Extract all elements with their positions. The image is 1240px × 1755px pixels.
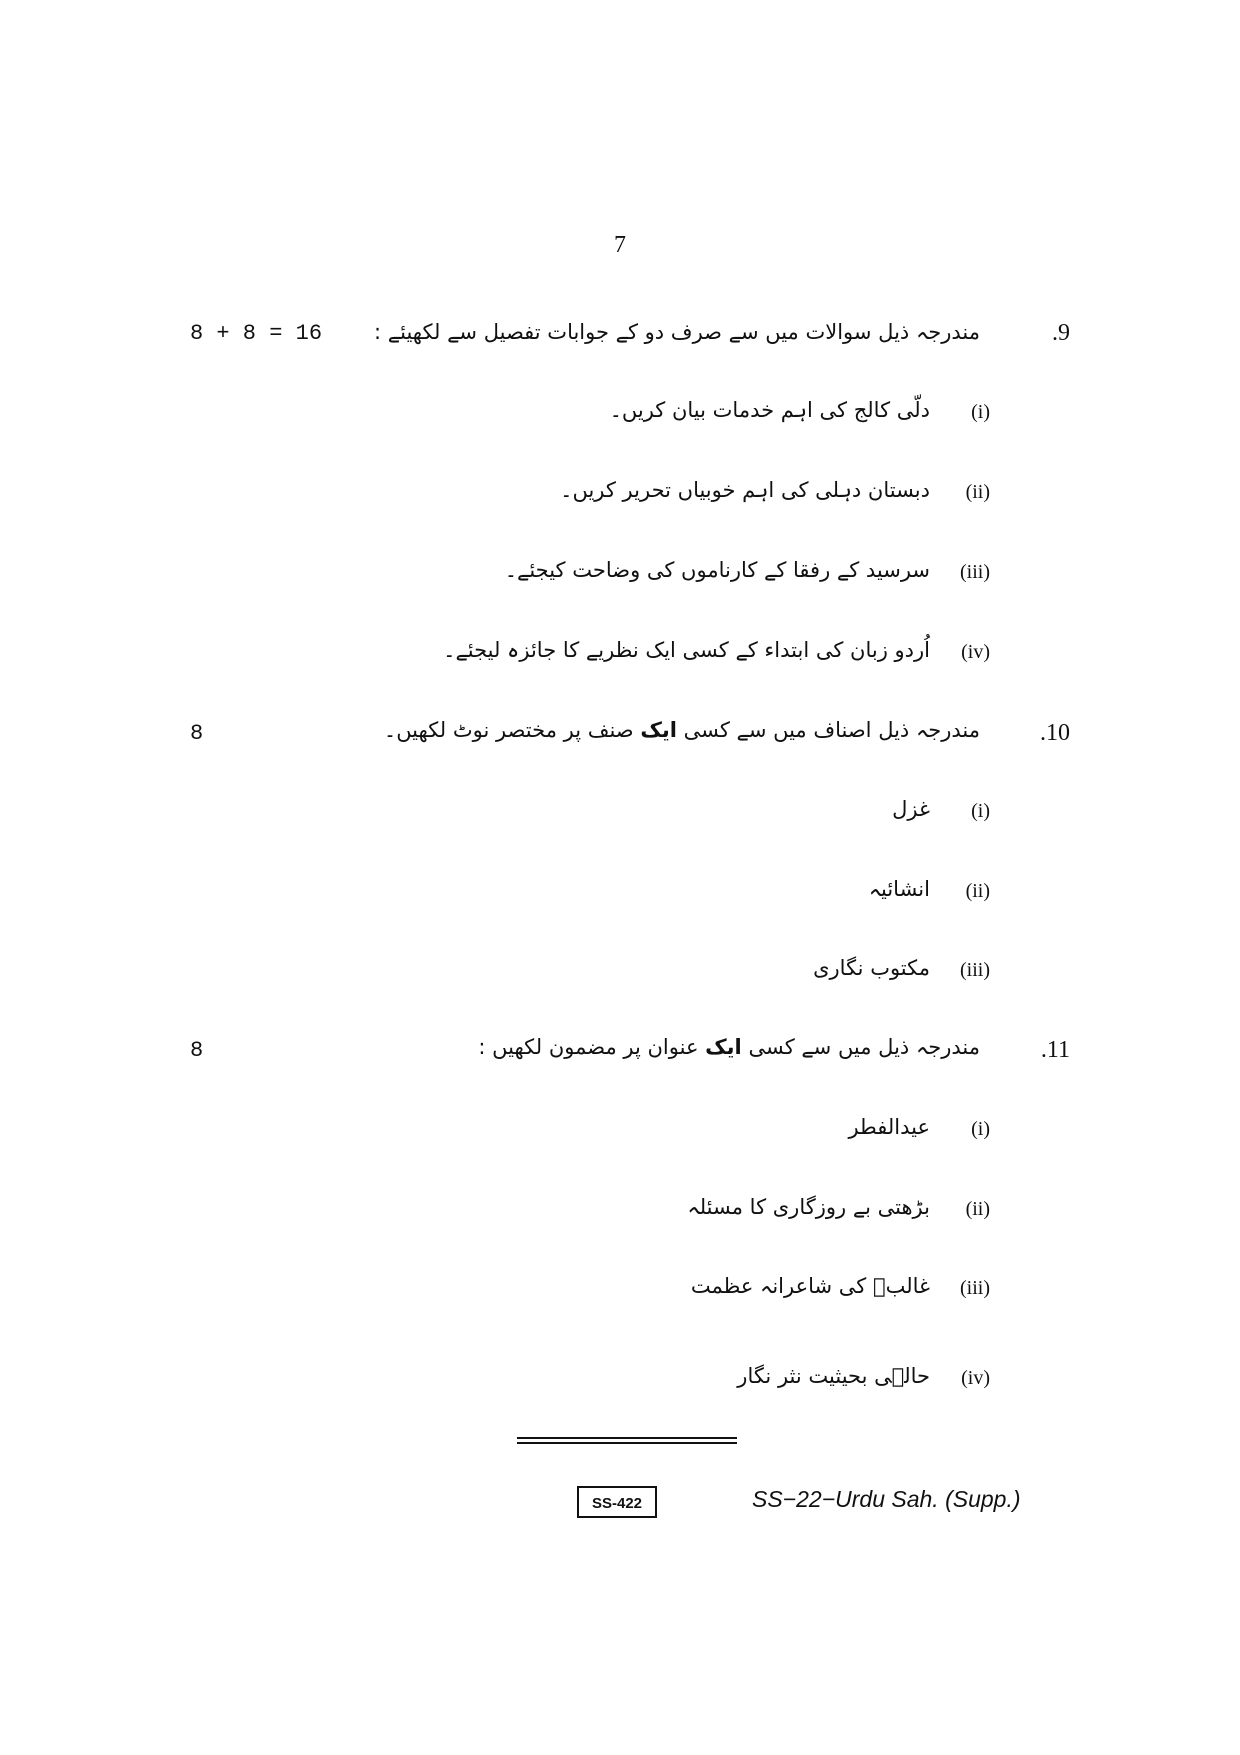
question-text-10	[384, 718, 980, 742]
question-text-9: مندرجہ ذیل سوالات میں سے صرف دو کے جوابات تفصیل سے لکھیئے :	[374, 320, 980, 344]
option-text: عیدالفطر	[848, 1115, 930, 1139]
option-number: (i)	[971, 401, 990, 423]
question-emphasis: ایک	[705, 1035, 742, 1059]
question-number-11: 11.	[1040, 1037, 1070, 1063]
marks-question-9: 8 + 8 = 16	[190, 321, 323, 346]
option-number: (ii)	[965, 880, 990, 902]
option-text: حالؔی بحیثیت نثر نگار	[737, 1364, 930, 1388]
option-text: دبستان دہلی کی اہم خوبیاں تحریر کریں۔	[560, 478, 930, 502]
option-text: انشائیہ	[868, 877, 930, 901]
question-text-part: مندرجہ ذیل اصناف میں سے کسی	[683, 718, 980, 742]
marks-question-11: 8	[190, 1038, 204, 1063]
option-text: سرسید کے رفقا کے کارناموں کی وضاحت کیجئے۔	[504, 558, 930, 582]
option-number: (iv)	[961, 641, 990, 663]
question-text-part: عنوان پر مضمون لکھیں :	[478, 1035, 699, 1059]
option-number: (ii)	[965, 481, 990, 503]
option-number: (iv)	[961, 1367, 990, 1389]
paper-code: SS−22−Urdu Sah. (Supp.)	[752, 1486, 1021, 1512]
option-text: غزل	[892, 797, 930, 821]
option-text: غالبؔ کی شاعرانہ عظمت	[690, 1274, 930, 1298]
question-emphasis: ایک	[640, 718, 677, 742]
question-number-10: 10.	[1040, 720, 1070, 746]
option-number: (iii)	[960, 1277, 990, 1299]
option-text: اُردو زبان کی ابتداء کے کسی ایک نظریے کا جائزہ لیجئے۔	[443, 638, 930, 662]
option-number: (iii)	[960, 959, 990, 981]
page-number: 7	[614, 232, 626, 258]
marks-question-10: 8	[190, 721, 204, 746]
option-text: بڑھتی بے روزگاری کا مسئلہ	[687, 1195, 930, 1219]
option-number: (iii)	[960, 561, 990, 583]
option-number: (i)	[971, 1118, 990, 1140]
option-text: دلّی کالج کی اہم خدمات بیان کریں۔	[609, 398, 930, 422]
question-text-part: صنف پر مختصر نوٹ لکھیں۔	[383, 718, 634, 742]
question-text-11	[478, 1035, 980, 1059]
option-number: (i)	[971, 800, 990, 822]
option-number: (ii)	[965, 1198, 990, 1220]
end-divider	[517, 1437, 737, 1444]
question-number-9: 9.	[1052, 320, 1070, 346]
question-text-part: مندرجہ ذیل میں سے کسی	[748, 1035, 980, 1059]
series-code-box: SS-422	[577, 1486, 657, 1518]
option-text: مکتوب نگاری	[813, 956, 930, 980]
